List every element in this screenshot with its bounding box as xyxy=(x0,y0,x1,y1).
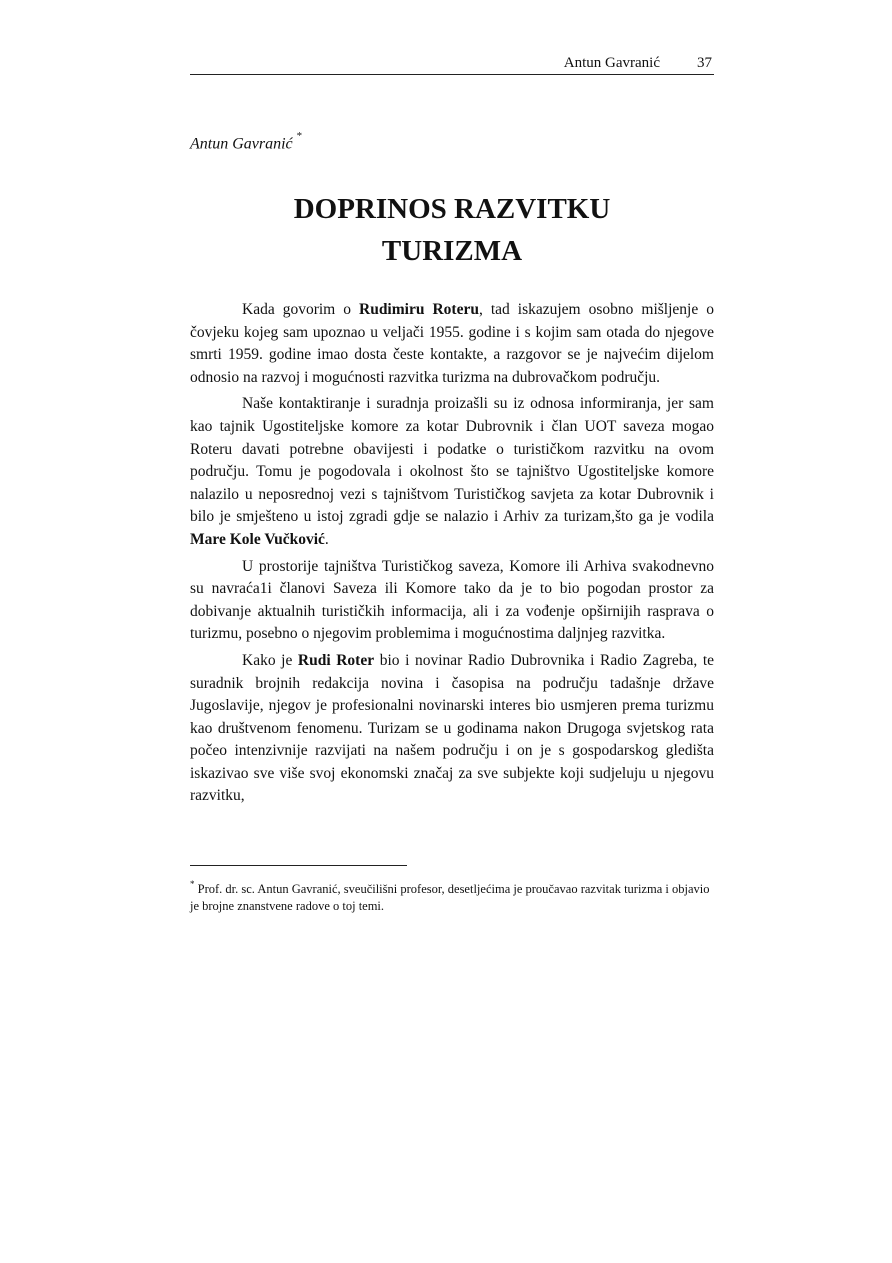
paragraph-3 xyxy=(190,556,714,646)
paragraph-2-bold-name: Mare Kole Vučković xyxy=(190,530,325,548)
article-title xyxy=(190,188,714,272)
footnote-divider xyxy=(190,865,407,866)
footnote-text: Prof. dr. sc. Antun Gavranić, sveučilišni profesor, desetljećima je proučavao razvitak turizma i objavio je brojne znanstvene radove o toj temi. xyxy=(190,882,710,914)
header-author: Antun Gavranić xyxy=(563,55,660,71)
paragraph-4-bold-name: Rudi Roter xyxy=(297,651,375,669)
paragraph-1 xyxy=(190,299,714,389)
paragraph-4-text-a: Kako je xyxy=(242,651,298,669)
paragraph-2 xyxy=(190,393,714,551)
paragraph-2-text-c: . xyxy=(324,530,329,548)
title-line-1: DOPRINOS RAZVITKU xyxy=(293,193,611,225)
paragraph-1-bold-name: Rudimiru Roteru xyxy=(359,301,479,318)
paragraph-2-text-a: Naše kontaktiranje i suradnja proizašli su iz odnosa informiranja, jer sam kao tajnik Ugostiteljske komore za kotar Dubrovnik i član UOT saveza mogao Roteru davati potrebne obavijesti i podatke o turističkom razvitku na ovom području. Tomu je pogodovala i okolnost što se tajništvo Ugostiteljske komore nalazilo u neposrednoj vezi s tajništvom Turističkog savjeta za kotar Dubrovnik i bilo je smješteno u istoj zgradi gdje se nalazio i Arhiv za turizam,što ga je vodila xyxy=(190,395,714,526)
paragraph-1-text-c: , tad iskazujem osobno mišljenje o čovjeku kojeg sam upoznao u veljači 1955. godine i s kojim sam otada do njegove smrti 1959. godine imao dosta česte kontakte, a razgovor se je najvećim dijelom odnosio na razvoj i mogućnosti razvitka turizma na dubrovačkom području. xyxy=(190,301,714,386)
paragraph-4-text-c: bio i novinar Radio Dubrovnika i Radio Zagreba, te suradnik brojnih redakcija novina i časopisa na području tadašnje države Jugoslavije, njegov je profesionalni novinarski interes bio usmjeren prema turizmu kao društvenom fenomenu. Turizam se u godinama nakon Drugoga svjetskog rata počeo intenzivnije razvijati na našem području i on je s gospodarskog gledišta iskazivao sve više svoj ekonomski značaj za sve subjekte koji sudjeluju u njegovu razvitku, xyxy=(190,651,714,805)
article-author-name: Antun Gavranić xyxy=(190,135,293,153)
paragraph-3-text-a: U prostorije tajništva Turističkog saveza, Komore ili Arhiva svakodnevno su navraća1i članovi Saveza ili Komore tako da je to bio pogodan prostor za dobivanje aktualnih turističkih informacija, ali i za vođenje opširnijih rasprava o turizmu, posebno o njegovim problemima i mogućnostima daljnjeg razvitka. xyxy=(190,557,714,643)
footnote-mark: * xyxy=(190,879,195,889)
running-header xyxy=(190,54,714,75)
article-author xyxy=(190,130,303,153)
article-body xyxy=(190,299,714,812)
title-line-2: TURIZMA xyxy=(381,235,523,267)
page-number: 37 xyxy=(697,55,712,71)
footnote xyxy=(190,877,714,915)
paragraph-4 xyxy=(190,650,714,808)
footnote-reference: * xyxy=(296,130,303,142)
paragraph-1-text-a: Kada govorim o xyxy=(242,301,359,318)
